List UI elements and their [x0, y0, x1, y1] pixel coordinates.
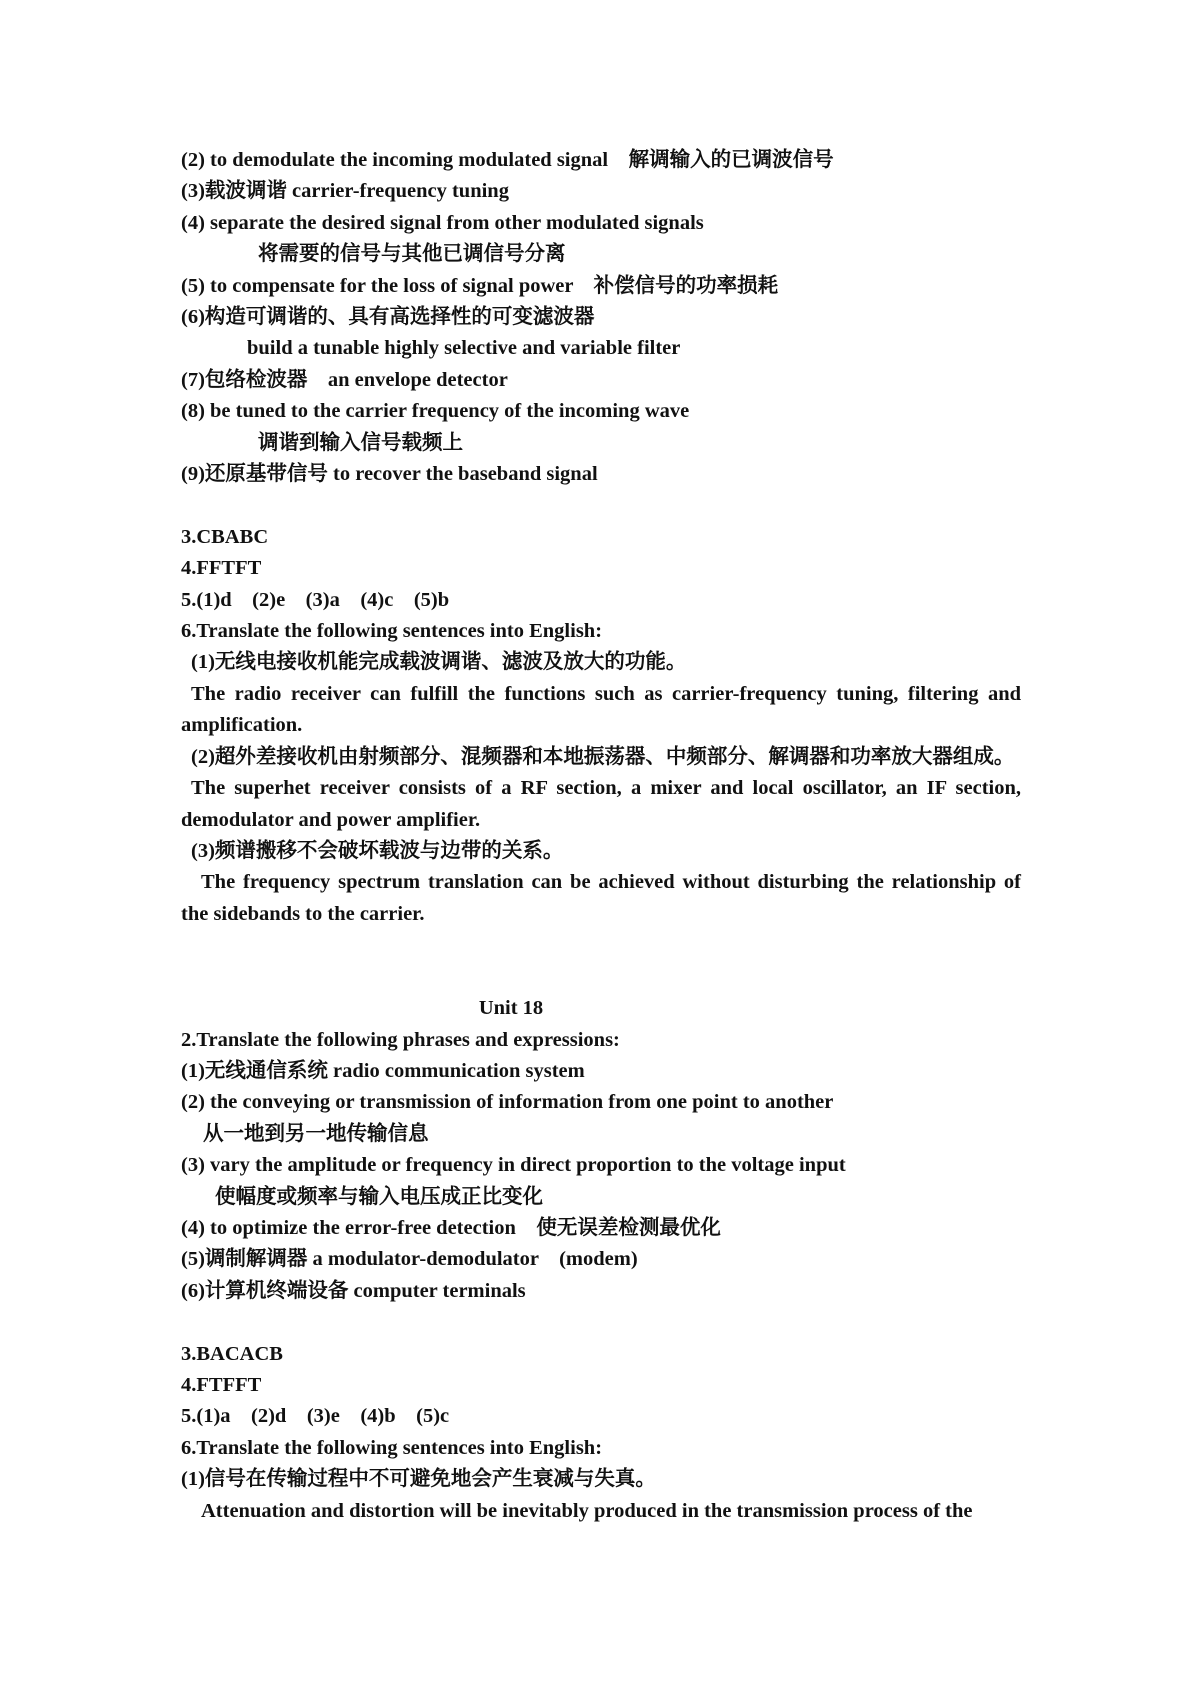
- u18-answer-3: 3.BACACB: [181, 1342, 283, 1365]
- section-6-heading: 6.Translate the following sentences into English:: [181, 620, 603, 643]
- document-body: [181, 145, 1021, 1527]
- u18-phrase-4: (4) to optimize the error-free detection 使无误差检测最优化: [181, 1216, 721, 1239]
- u18-phrase-3-translation: 使幅度或频率与输入电压成正比变化: [215, 1185, 543, 1208]
- phrase-8-tuned: (8) be tuned to the carrier frequency of the incoming wave: [181, 400, 690, 423]
- sentence-1-english: The radio receiver can fulfill the functions such as carrier-frequency tuning, filtering and amplification.: [181, 682, 1021, 737]
- answer-3: 3.CBABC: [181, 525, 269, 548]
- phrase-2-demodulate: (2) to demodulate the incoming modulated signal 解调输入的已调波信号: [181, 149, 834, 171]
- phrase-4-separate: (4) separate the desired signal from other modulated signals: [181, 211, 704, 234]
- u18-sentence-1-english: Attenuation and distortion will be inevitably produced in the transmission process of the: [201, 1499, 973, 1522]
- u18-phrase-2: (2) the conveying or transmission of information from one point to another: [181, 1091, 834, 1114]
- unit-heading: Unit 18: [478, 997, 544, 1020]
- sentence-3-chinese: (3)频谱搬移不会破坏载波与边带的关系。: [191, 839, 564, 862]
- sentence-3-english: The frequency spectrum translation can be achieved without disturbing the relationship of the sidebands to the carrier.: [181, 871, 1021, 925]
- section-2-heading: 2.Translate the following phrases and expressions:: [181, 1028, 620, 1051]
- sentence-1-chinese: (1)无线电接收机能完成载波调谐、滤波及放大的功能。: [191, 651, 687, 674]
- phrase-6-translation: build a tunable highly selective and variable filter: [247, 337, 681, 360]
- spacer: [181, 490, 1021, 521]
- u18-answer-5: 5.(1)a (2)d (3)e (4)b (5)c: [181, 1405, 450, 1428]
- phrase-3-carrier-tuning: (3)载波调谐 carrier-frequency tuning: [181, 180, 509, 203]
- answer-4: 4.FFTFT: [181, 557, 262, 580]
- u18-answer-4: 4.FTFFT: [181, 1374, 262, 1396]
- phrase-5-compensate: (5) to compensate for the loss of signal power 补偿信号的功率损耗: [181, 274, 779, 297]
- phrase-6-filter: (6)构造可调谐的、具有高选择性的可变滤波器: [181, 306, 595, 329]
- u18-phrase-5: (5)调制解调器 a modulator-demodulator (modem): [181, 1248, 638, 1271]
- u18-phrase-6: (6)计算机终端设备 computer terminals: [181, 1279, 526, 1302]
- answer-5: 5.(1)d (2)e (3)a (4)c (5)b: [181, 588, 450, 611]
- u18-phrase-3: (3) vary the amplitude or frequency in direct proportion to the voltage input: [181, 1154, 846, 1177]
- sentence-2-english: The superhet receiver consists of a RF section, a mixer and local oscillator, an IF section, demodulator and power amplifier.: [181, 777, 1021, 831]
- sentence-2-chinese: (2)超外差接收机由射频部分、混频器和本地振荡器、中频部分、解调器和功率放大器组成。: [191, 745, 1015, 768]
- u18-sentence-1-chinese: (1)信号在传输过程中不可避免地会产生衰减与失真。: [181, 1468, 656, 1491]
- phrase-8-translation: 调谐到输入信号载频上: [258, 431, 463, 454]
- phrase-7-envelope: (7)包络检波器 an envelope detector: [181, 368, 508, 391]
- spacer: [181, 1307, 1021, 1338]
- u18-phrase-1: (1)无线通信系统 radio communication system: [181, 1059, 585, 1082]
- u18-section-6-heading: 6.Translate the following sentences into English:: [181, 1436, 603, 1459]
- phrase-4-translation: 将需要的信号与其他已调信号分离: [258, 243, 566, 266]
- phrase-9-baseband: (9)还原基带信号 to recover the baseband signal: [181, 463, 598, 486]
- spacer: [181, 930, 1021, 993]
- u18-phrase-2-translation: 从一地到另一地传输信息: [203, 1122, 429, 1145]
